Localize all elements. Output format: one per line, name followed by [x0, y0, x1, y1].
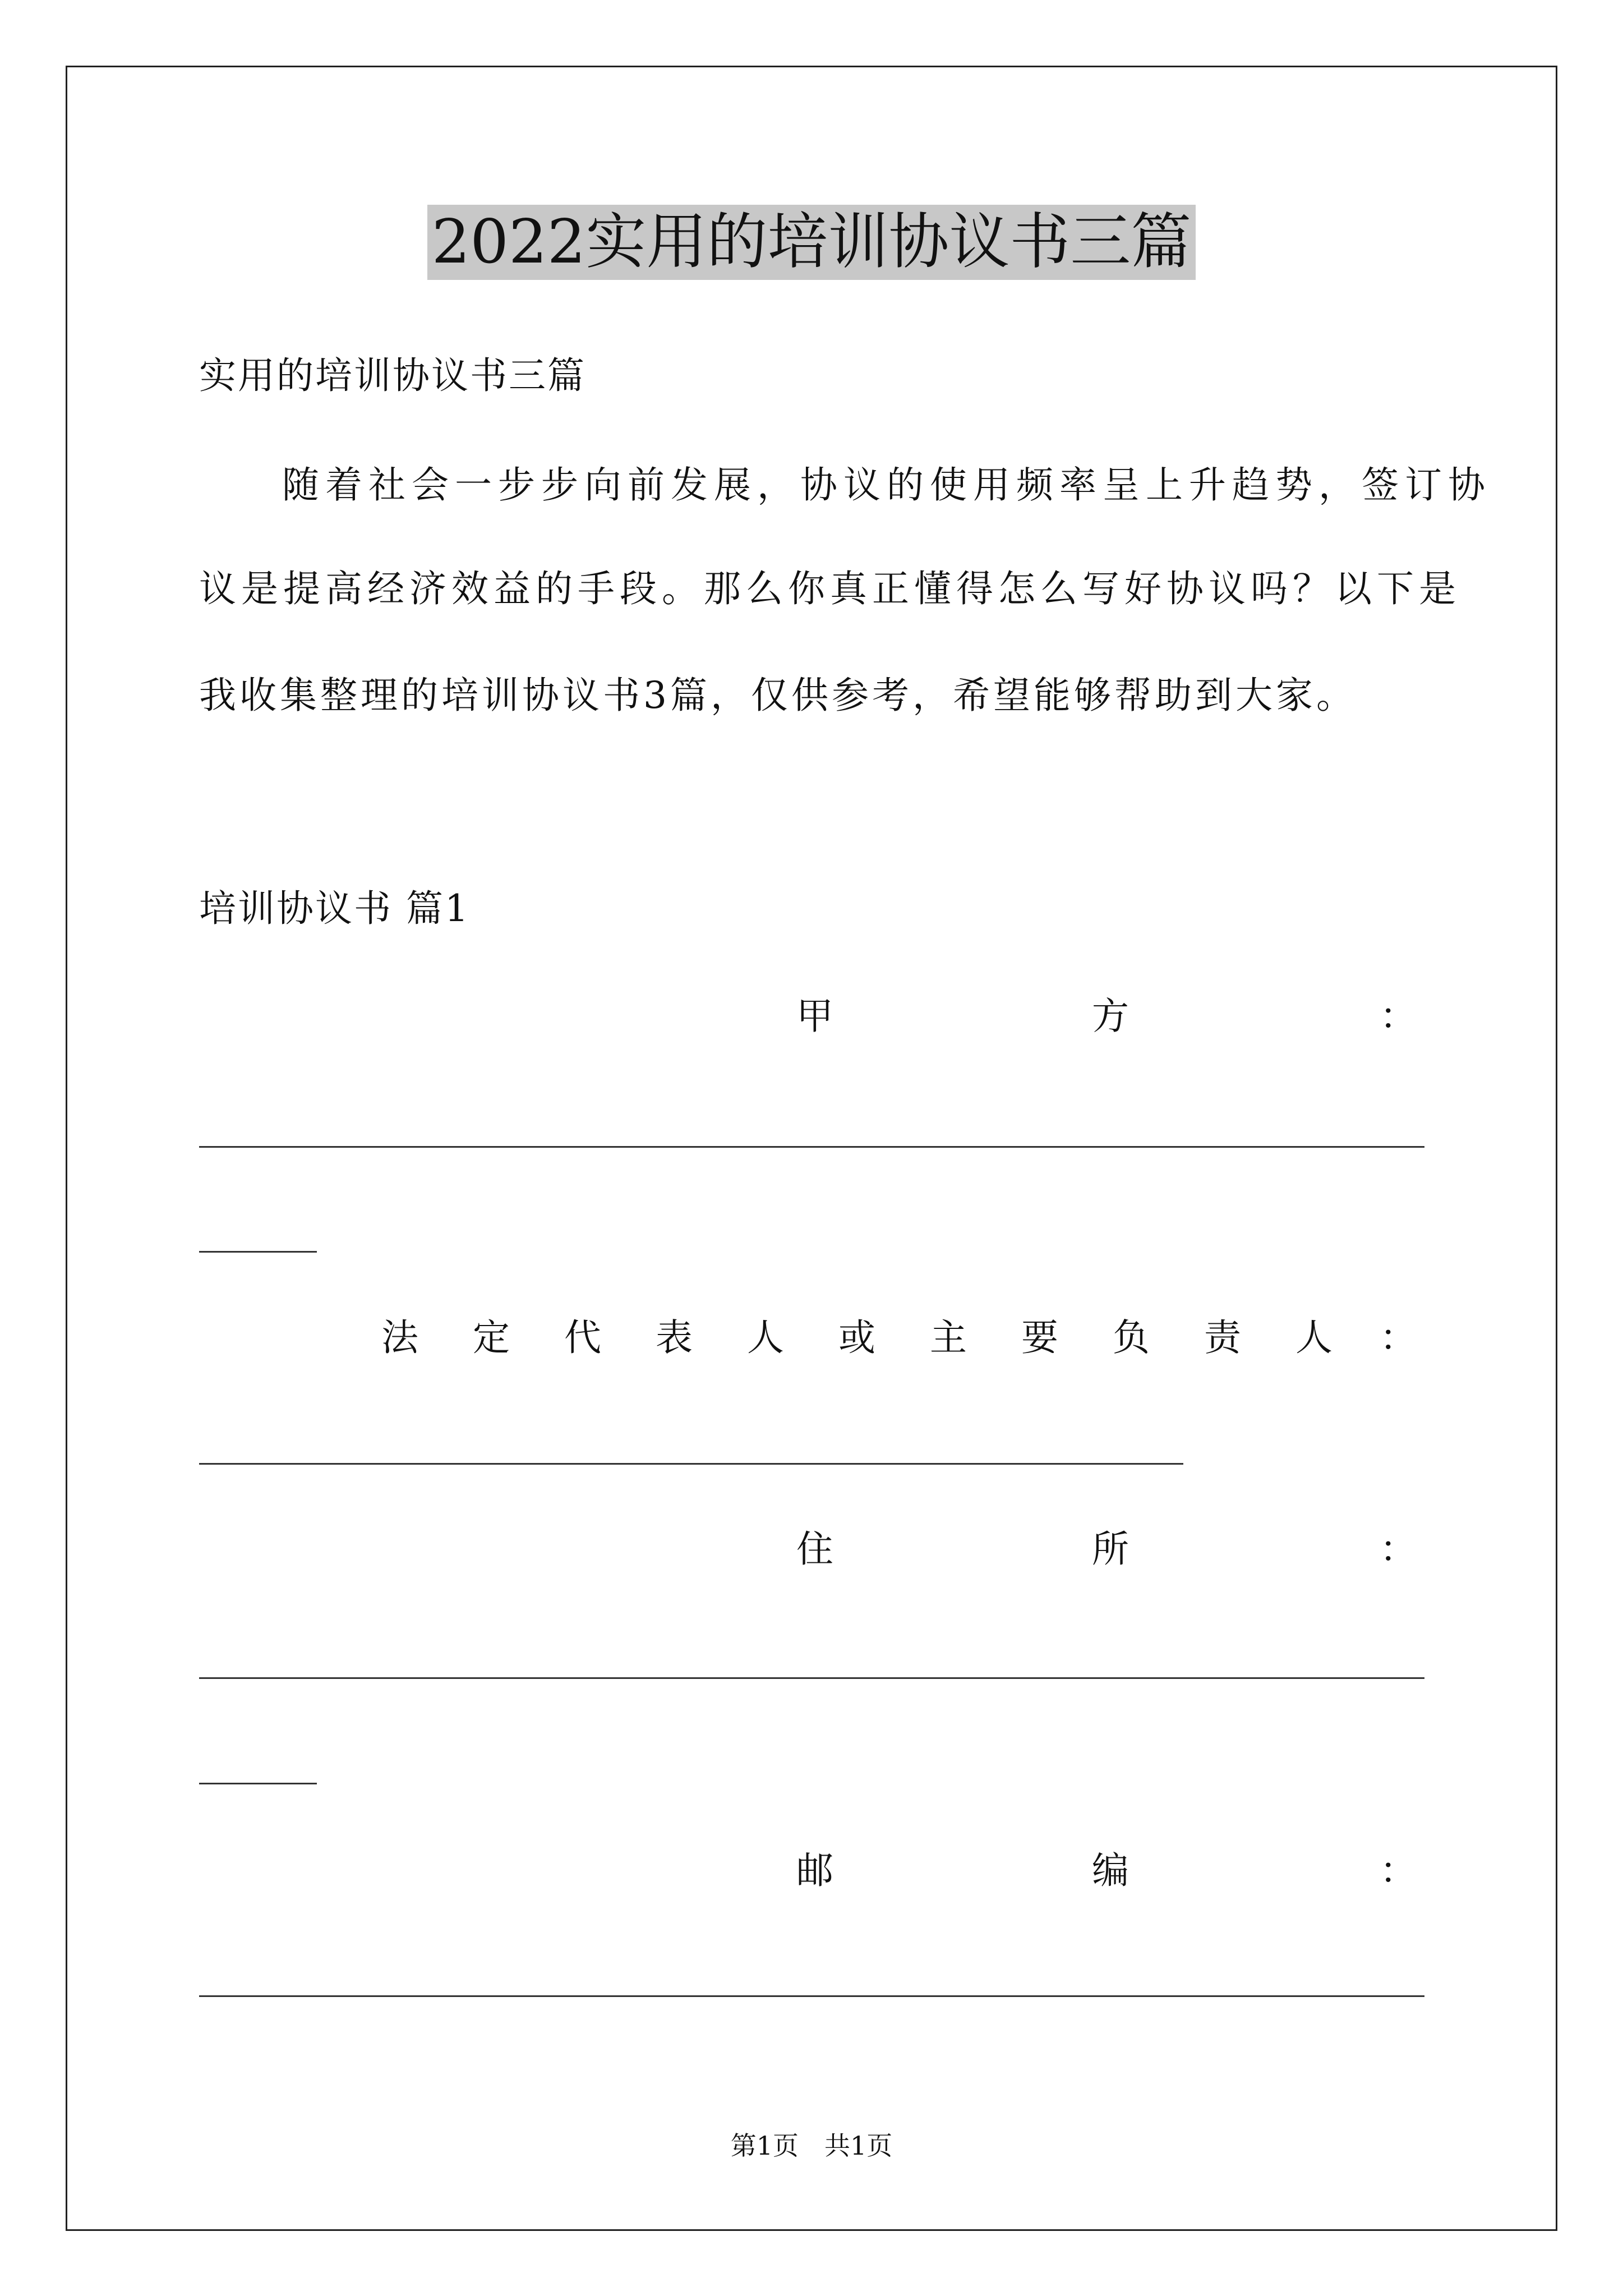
- field-char: ：: [1380, 1849, 1417, 1892]
- field-char: 或: [838, 1316, 875, 1359]
- field-char: ：: [1380, 1316, 1417, 1359]
- field-party-a-label: [199, 994, 1424, 1039]
- intro-line-2: 议是提高经济效益的手段。那么你真正懂得怎么写好协议吗？以下是: [199, 567, 1461, 610]
- blank-line-party-a-cont[interactable]: [199, 1251, 317, 1253]
- field-char: 编: [1092, 1849, 1129, 1892]
- field-char: 法: [381, 1316, 418, 1359]
- field-char: 责: [1204, 1316, 1241, 1359]
- field-char: 邮: [796, 1849, 833, 1892]
- field-char: 住: [796, 1527, 833, 1571]
- field-char: 要: [1021, 1316, 1058, 1359]
- field-char: 主: [930, 1316, 967, 1359]
- field-legal-rep-label: [199, 1315, 1424, 1360]
- field-char: 方: [1092, 995, 1129, 1038]
- blank-line-party-a[interactable]: [199, 1146, 1424, 1148]
- page-footer: 第1页 共1页: [730, 2131, 893, 2161]
- title-container: [0, 205, 1623, 280]
- blank-line-legal-rep[interactable]: [199, 1463, 1183, 1465]
- field-char: 表: [656, 1316, 693, 1359]
- intro-line-3: 我收集整理的培训协议书3篇，仅供参考，希望能够帮助到大家。: [199, 674, 1357, 717]
- section-heading: 培训协议书 篇1: [199, 887, 470, 930]
- field-char: 定: [473, 1316, 510, 1359]
- field-char: ：: [1380, 995, 1417, 1038]
- field-char: 甲: [796, 995, 833, 1038]
- field-char: 人: [747, 1316, 784, 1359]
- intro-line-1: 随着社会一步步向前发展，协议的使用频率呈上升趋势，签订协: [282, 463, 1491, 507]
- blank-line-address-cont[interactable]: [199, 1783, 317, 1784]
- field-postcode-label: [199, 1848, 1424, 1893]
- field-char: 所: [1092, 1527, 1129, 1571]
- document-subtitle: 实用的培训协议书三篇: [199, 354, 586, 397]
- document-title: 2022实用的培训协议书三篇: [427, 205, 1196, 280]
- field-char: 人: [1295, 1316, 1332, 1359]
- blank-line-address[interactable]: [199, 1677, 1424, 1679]
- field-char: ：: [1380, 1527, 1417, 1571]
- field-char: 代: [564, 1316, 601, 1359]
- field-address-label: [199, 1527, 1424, 1572]
- field-char: 负: [1113, 1316, 1150, 1359]
- blank-line-postcode[interactable]: [199, 1995, 1424, 1997]
